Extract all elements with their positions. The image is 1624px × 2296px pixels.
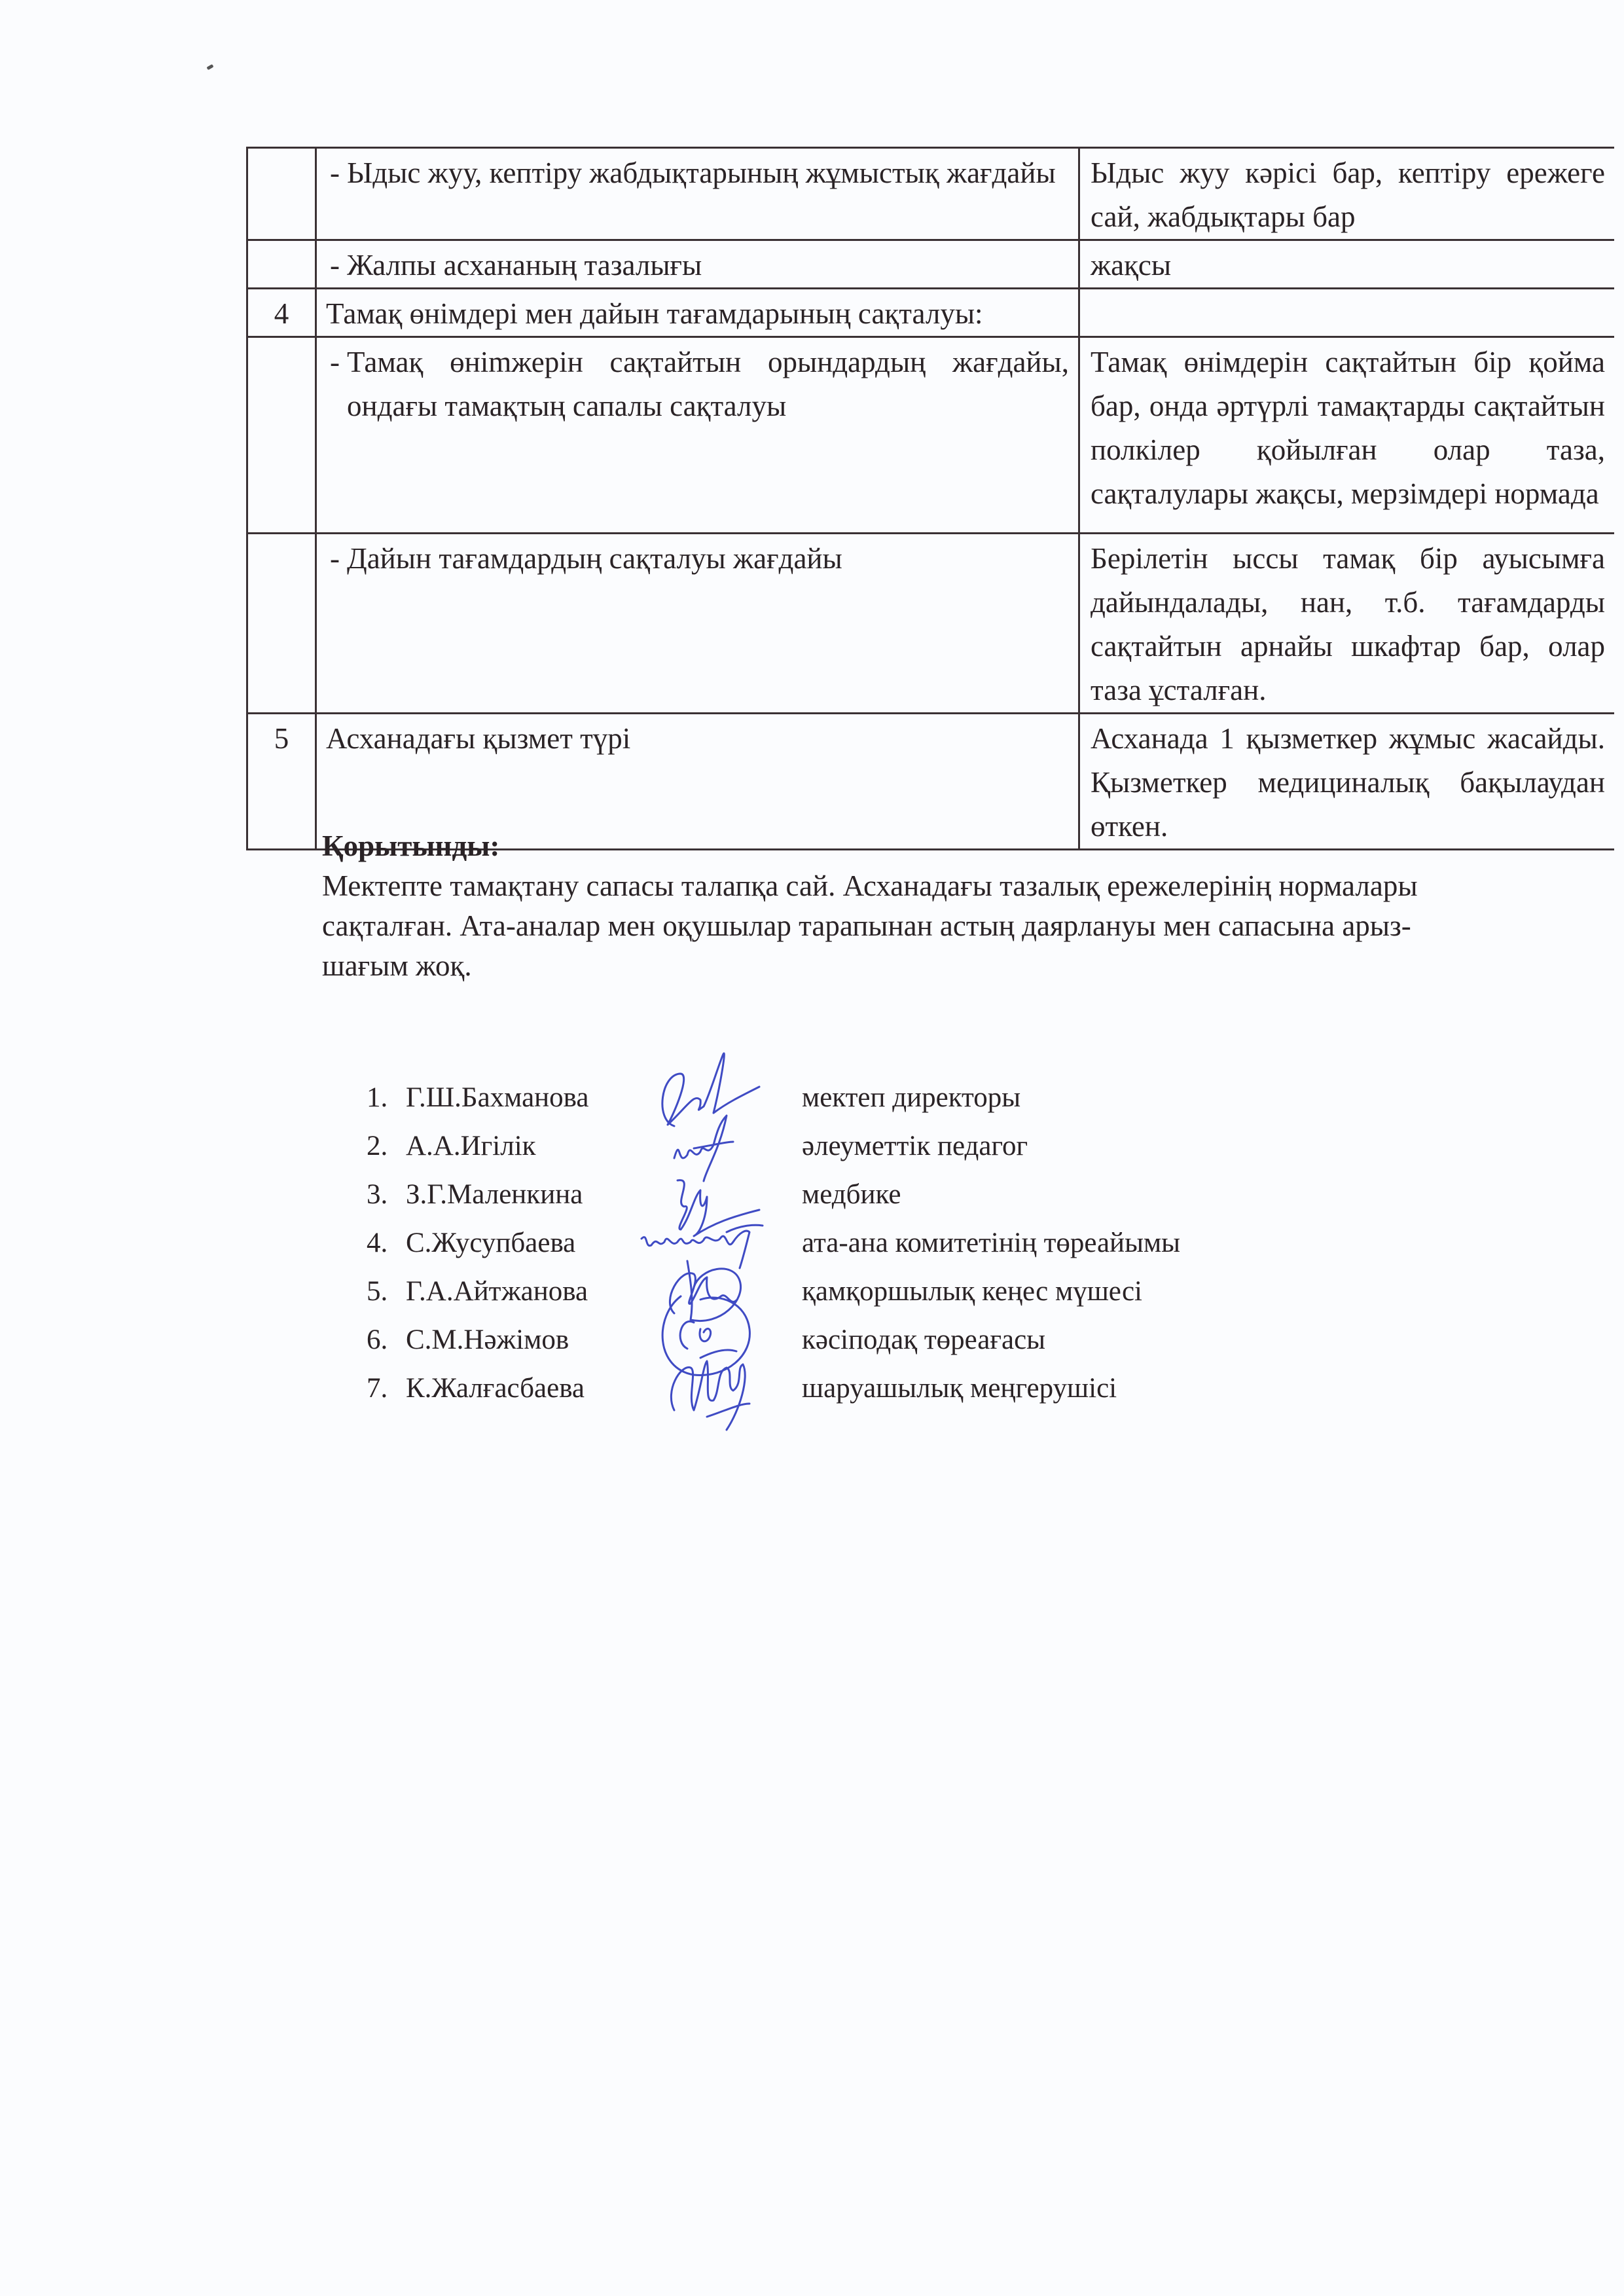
result-text: Ыдыс жуу кәрісі бар, кептіру ережеге сай, жабдықтары бар [1091,156,1605,233]
result-cell [1079,240,1615,289]
item-dash: - [330,249,340,282]
row-number: 4 [274,297,289,330]
signatory-name: С.Жусупбаева [406,1228,576,1258]
signatory-role: әлеуметтік педагог [802,1131,1028,1161]
table-row [247,534,1615,714]
item-text: Ыдыс жуу, кептіру жабдықтарының жұмыстық жағдайы [347,156,1056,189]
signatory-name: Г.А.Айтжанова [406,1276,588,1307]
signatory-number: 6. [367,1324,388,1355]
item-text: Тамақ өнімдері мен дайын тағамдарының сақталуы: [326,297,983,330]
conclusion-title: Қорытынды: [322,829,500,862]
row-number [248,338,315,340]
item-dash: - [330,346,340,378]
signatory-number: 4. [367,1228,388,1258]
conclusion-line: шағым жоқ. [322,949,472,982]
scan-artifact [206,64,213,70]
item-cell [316,337,1079,534]
signatory-role: қамқоршылық кеңес мүшесі [802,1276,1142,1307]
signatory-name: З.Г.Маленкина [406,1179,583,1210]
conclusion-section [322,826,1566,986]
signatory-number: 1. [367,1082,388,1113]
signatory [367,1316,1545,1364]
table-row [247,148,1615,240]
item-dash: - [330,156,340,189]
item-text: Жалпы асхананың тазалығы [347,249,702,282]
inspection-table [246,147,1614,850]
signatory [367,1219,1545,1267]
table-row [247,337,1615,534]
result-cell [1079,337,1615,534]
item-dash: - [330,542,340,575]
signatory-number: 7. [367,1373,388,1404]
signatory-number: 5. [367,1276,388,1307]
signatory-role: мектеп директоры [802,1082,1021,1113]
result-text [1080,289,1614,292]
handwritten-signature [628,1338,799,1436]
result-text: жақсы [1091,249,1172,282]
result-cell [1079,534,1615,714]
row-number-cell [247,714,316,850]
signatory-role: ата-ана комитетінің төреайымы [802,1228,1181,1258]
table-row [247,240,1615,289]
signatories-list [367,1074,1545,1413]
item-cell [316,240,1079,289]
signatory-name: К.Жалғасбаева [406,1373,585,1404]
signatory [367,1267,1545,1316]
result-text: Тамақ өнімдерін сақтайтын бір қойма бар, онда әртүрлі тамақтарды сақтайтын полкілер қойылған олар таза, сақталулары жақсы, мерзімдері нормада [1091,346,1605,510]
signatory-role: шаруашылық меңгерушісі [802,1373,1117,1404]
item-text: Тамақ өніmжерін сақтайтын орындардың жағдайы, ондағы тамақтың сапалы сақталуы [347,346,1069,422]
result-cell [1079,289,1615,337]
row-number [248,149,315,151]
row-number-cell [247,148,316,240]
signatory [367,1364,1545,1413]
row-number [248,534,315,537]
table-row [247,289,1615,337]
signatory-name: Г.Ш.Бахманова [406,1082,589,1113]
row-number-cell [247,240,316,289]
signatory [367,1171,1545,1219]
signatory-role: кәсіподақ төреағасы [802,1324,1046,1355]
signatory-role: медбике [802,1179,901,1210]
result-text: Асханада 1 қызметкер жұмыс жасайды. Қызметкер медициналық бақылаудан өткен. [1091,722,1605,843]
signatory-number: 2. [367,1131,388,1161]
signatory [367,1074,1545,1122]
signatory-number: 3. [367,1179,388,1210]
item-cell [316,534,1079,714]
item-text: Дайын тағамдардың сақталуы жағдайы [347,542,842,575]
item-cell [316,289,1079,337]
row-number-cell [247,289,316,337]
row-number: 5 [274,722,289,755]
row-number [248,241,315,244]
result-cell [1079,148,1615,240]
item-cell [316,148,1079,240]
result-text: Берілетін ыссы тамақ бір ауысымға дайындалады, нан, т.б. тағамдарды сақтайтын арнайы шкафтар бар, олар таза ұсталған. [1091,542,1605,706]
item-text: Асханадағы қызмет түрі [326,722,631,755]
conclusion-line: сақталған. Ата-аналар мен оқушылар тарапынан астың даярлануы мен сапасына арыз- [322,909,1411,942]
conclusion-line: Мектепте тамақтану сапасы талапқа сай. Асханадағы тазалық ережелерінің нормалары [322,869,1418,902]
row-number-cell [247,337,316,534]
signatory-name: А.А.Игілік [406,1131,536,1161]
row-number-cell [247,534,316,714]
signatory [367,1122,1545,1171]
signatory-name: С.М.Нәжімов [406,1324,569,1355]
